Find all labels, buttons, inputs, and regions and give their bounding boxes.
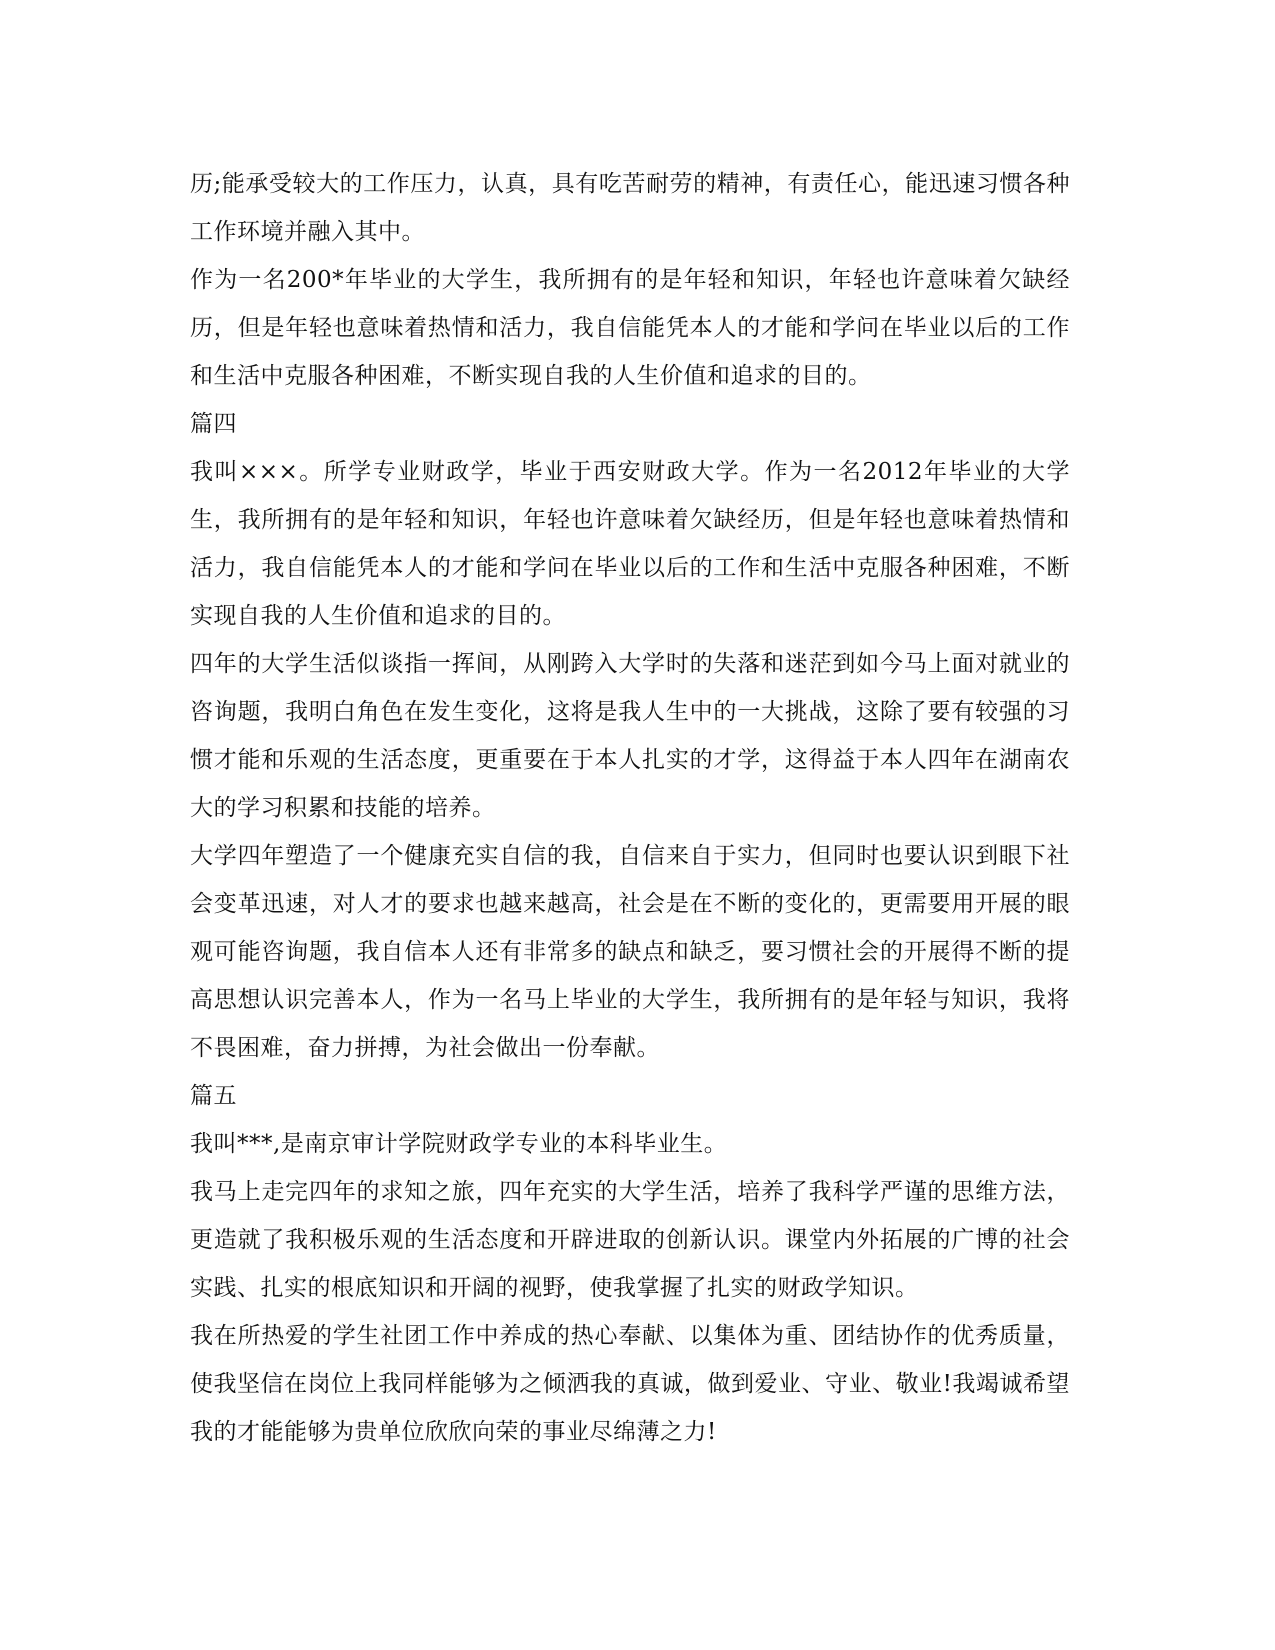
section-heading-four: 篇四 — [190, 411, 237, 437]
section-heading-five: 篇五 — [190, 1083, 237, 1109]
paragraph-four-years: 大学四年塑造了一个健康充实自信的我，自信来自于实力，但同时也要认识到眼下社会变革迅速，对人才的要求也越来越高，社会是在不断的变化的，更需要用开展的眼观可能咨询题，我自信本人还有非常多的缺点和缺乏，要习惯社会的开展得不断的提高思想认识完善本人，作为一名马上毕业的大学生，我所拥有的是年轻与知识，我将不畏困难，奋力拼搏，为社会做出一份奉献。 — [190, 843, 1070, 1061]
document-body — [190, 160, 1070, 1456]
paragraph-study-journey: 我马上走完四年的求知之旅，四年充实的大学生活，培养了我科学严谨的思维方法，更造就了我积极乐观的生活态度和开辟进取的创新认识。课堂内外拓展的广博的社会实践、扎实的根底知识和开阔的视野，使我掌握了扎实的财政学知识。 — [190, 1179, 1070, 1301]
paragraph-self-intro-five: 我叫***,是南京审计学院财政学专业的本科毕业生。 — [190, 1131, 728, 1157]
paragraph-club-work: 我在所热爱的学生社团工作中养成的热心奉献、以集体为重、团结协作的优秀质量，使我坚信在岗位上我同样能够为之倾洒我的真诚，做到爱业、守业、敬业!我竭诚希望我的才能能够为贵单位欣欣向荣的事业尽绵薄之力! — [190, 1323, 1070, 1445]
paragraph-continuation: 历;能承受较大的工作压力，认真，具有吃苦耐劳的精神，有责任心，能迅速习惯各种工作环境并融入其中。 — [190, 171, 1070, 245]
paragraph-graduate-intro: 作为一名200*年毕业的大学生，我所拥有的是年轻和知识，年轻也许意味着欠缺经历，但是年轻也意味着热情和活力，我自信能凭本人的才能和学问在毕业以后的工作和生活中克服各种困难，不断实现自我的人生价值和追求的目的。 — [190, 267, 1070, 389]
paragraph-self-intro-four: 我叫×××。所学专业财政学，毕业于西安财政大学。作为一名2012年毕业的大学生，我所拥有的是年轻和知识，年轻也许意味着欠缺经历，但是年轻也意味着热情和活力，我自信能凭本人的才能和学问在毕业以后的工作和生活中克服各种困难，不断实现自我的人生价值和追求的目的。 — [190, 459, 1070, 629]
paragraph-university-life: 四年的大学生活似谈指一挥间，从刚跨入大学时的失落和迷茫到如今马上面对就业的咨询题，我明白角色在发生变化，这将是我人生中的一大挑战，这除了要有较强的习惯才能和乐观的生活态度，更重要在于本人扎实的才学，这得益于本人四年在湖南农大的学习积累和技能的培养。 — [190, 651, 1070, 821]
